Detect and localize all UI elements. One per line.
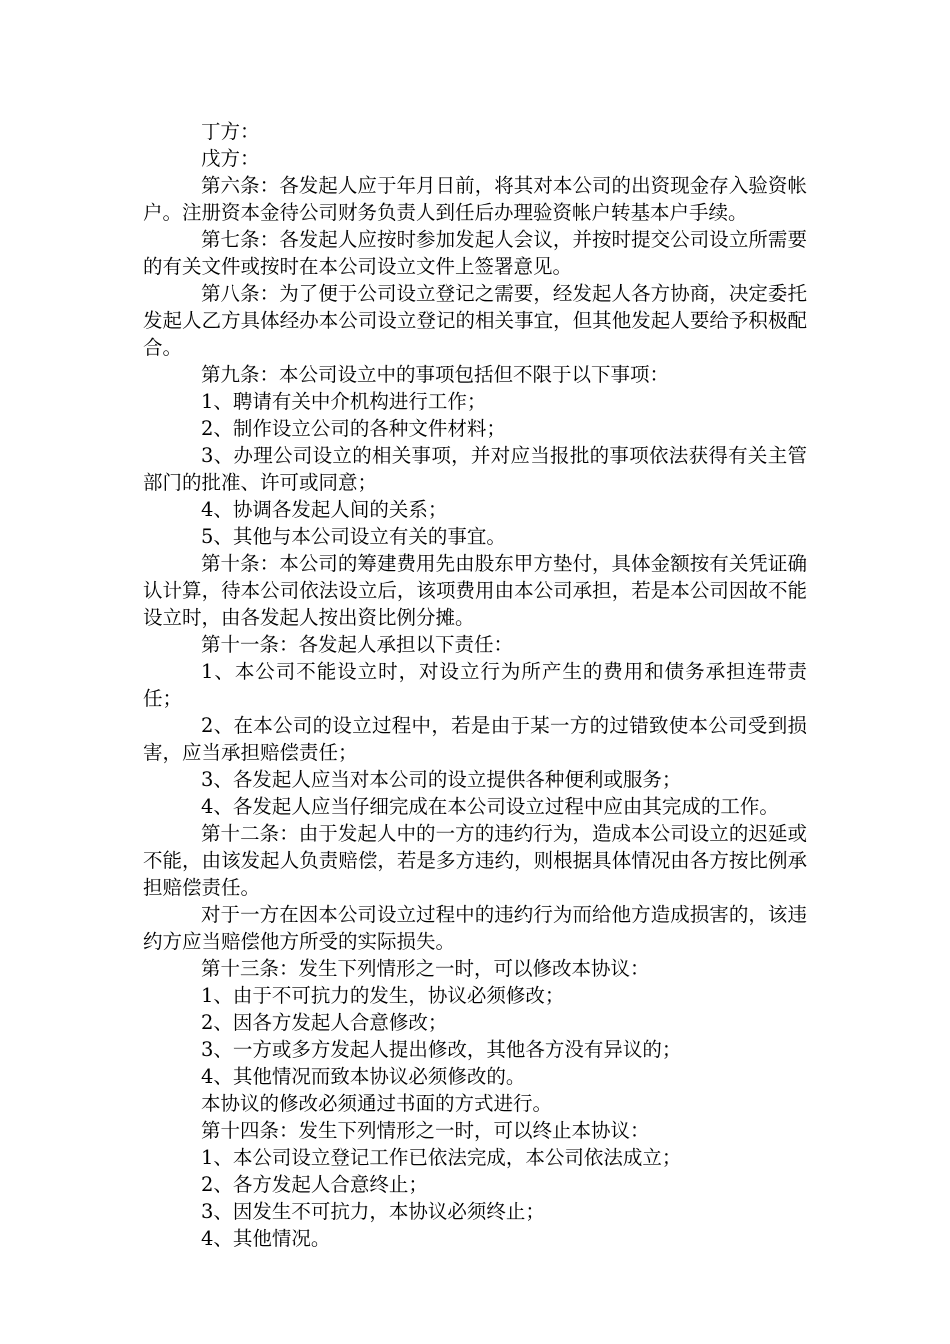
article-7: 第七条：各发起人应按时参加发起人会议，并按时提交公司设立所需要的有关文件或按时在本公司设立文件上签署意见。	[143, 228, 807, 278]
article-9-item-3: 3、办理公司设立的相关事项，并对应当报批的事项依法获得有关主管部门的批准、许可或同意；	[143, 444, 807, 494]
document-body	[143, 118, 807, 1252]
article-13-item-4: 4、其他情况而致本协议必须修改的。	[201, 1065, 526, 1088]
article-13-item-3: 3、一方或多方发起人提出修改，其他各方没有异议的；	[201, 1038, 682, 1061]
article-9: 第九条：本公司设立中的事项包括但不限于以下事项：	[201, 363, 670, 386]
article-11: 第十一条：各发起人承担以下责任：	[201, 633, 514, 656]
article-14-item-4: 4、其他情况。	[201, 1227, 331, 1250]
party-wu-line: 戊方：	[201, 147, 260, 170]
article-9-item-2: 2、制作设立公司的各种文件材料；	[201, 417, 506, 440]
article-9-item-1: 1、聘请有关中介机构进行工作；	[201, 390, 487, 413]
article-13-item-2: 2、因各方发起人合意修改；	[201, 1011, 448, 1034]
article-13: 第十三条：发生下列情形之一时，可以修改本协议：	[201, 957, 650, 980]
article-12-supplement: 对于一方在因本公司设立过程中的违约行为而给他方造成损害的，该违约方应当赔偿他方所受的实际损失。	[143, 903, 807, 953]
article-9-item-4: 4、协调各发起人间的关系；	[201, 498, 448, 521]
article-11-item-1: 1、本公司不能设立时，对设立行为所产生的费用和债务承担连带责任；	[143, 660, 807, 710]
article-14: 第十四条：发生下列情形之一时，可以终止本协议：	[201, 1119, 650, 1142]
article-13-note: 本协议的修改必须通过书面的方式进行。	[201, 1092, 553, 1115]
article-11-item-4: 4、各发起人应当仔细完成在本公司设立过程中应由其完成的工作。	[201, 795, 779, 818]
article-9-item-5: 5、其他与本公司设立有关的事宜。	[201, 525, 506, 548]
article-14-item-2: 2、各方发起人合意终止；	[201, 1173, 428, 1196]
article-13-item-1: 1、由于不可抗力的发生，协议必须修改；	[201, 984, 565, 1007]
article-8: 第八条：为了便于公司设立登记之需要，经发起人各方协商，决定委托发起人乙方具体经办本公司设立登记的相关事宜，但其他发起人要给予积极配合。	[143, 282, 807, 359]
article-10: 第十条：本公司的筹建费用先由股东甲方垫付，具体金额按有关凭证确认计算，待本公司依法设立后，该项费用由本公司承担，若是本公司因故不能设立时，由各发起人按出资比例分摊。	[143, 552, 807, 629]
article-14-item-1: 1、本公司设立登记工作已依法完成，本公司依法成立；	[201, 1146, 682, 1169]
article-11-item-2: 2、在本公司的设立过程中，若是由于某一方的过错致使本公司受到损害，应当承担赔偿责任；	[143, 714, 807, 764]
article-11-item-3: 3、各发起人应当对本公司的设立提供各种便利或服务；	[201, 768, 682, 791]
party-ding-line: 丁方：	[201, 120, 260, 143]
article-12: 第十二条：由于发起人中的一方的违约行为，造成本公司设立的迟延或不能，由该发起人负责赔偿，若是多方违约，则根据具体情况由各方按比例承担赔偿责任。	[143, 822, 807, 899]
article-6: 第六条：各发起人应于年月日前，将其对本公司的出资现金存入验资帐户。注册资本金待公司财务负责人到任后办理验资帐户转基本户手续。	[143, 174, 807, 224]
article-14-item-3: 3、因发生不可抗力，本协议必须终止；	[201, 1200, 545, 1223]
